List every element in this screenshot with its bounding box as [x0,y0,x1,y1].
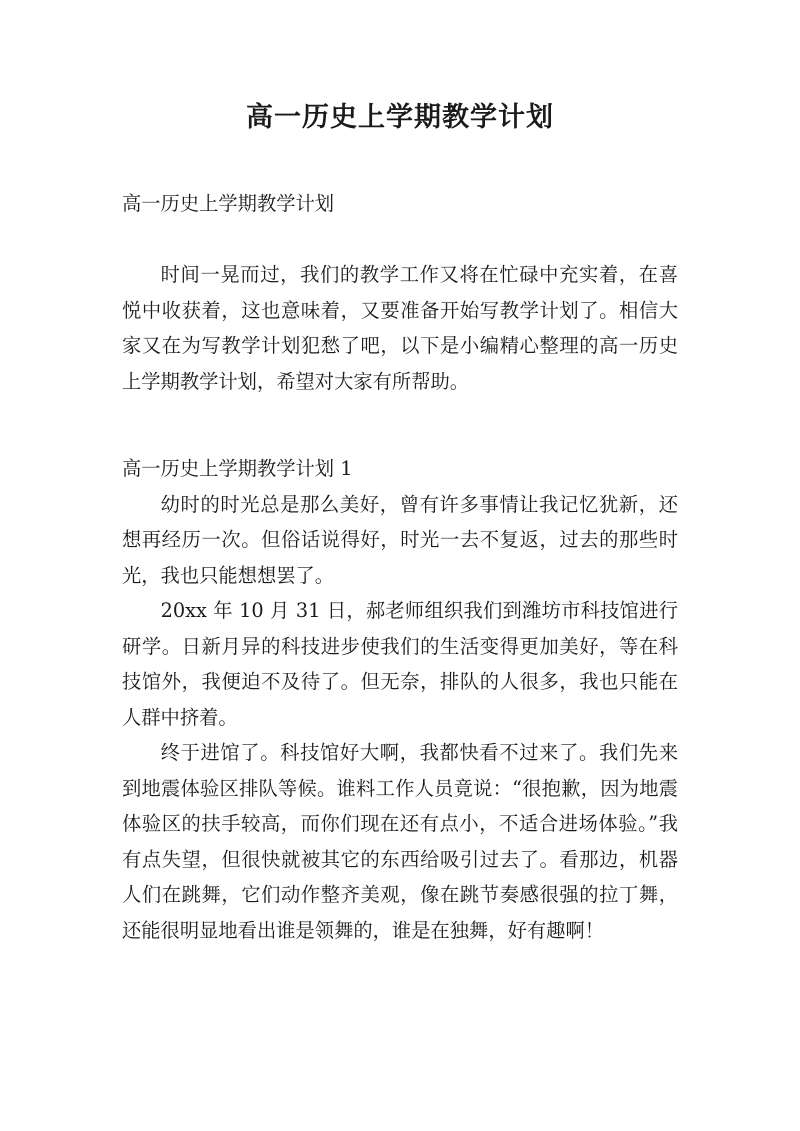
document-subtitle: 高一历史上学期教学计划 [122,192,335,215]
section-1-block [122,451,678,948]
section-1-paragraph-2: 20xx 年 10 月 31 日，郝老师组织我们到潍坊市科技馆进行研学。日新月异的科技进步使我们的生活变得更加美好，等在科技馆外，我便迫不及待了。但无奈，排队的人很多，我也只能在人群中挤着。 [122,599,678,729]
section-1-paragraph-1: 幼时的时光总是那么美好，曾有许多事情让我记忆犹新，还想再经历一次。但俗话说得好，时光一去不复返，过去的那些时光，我也只能想想罢了。 [122,492,678,587]
section-1-heading: 高一历史上学期教学计划 1 [122,457,353,480]
intro-block [122,257,678,399]
document-title: 高一历史上学期教学计划 [246,102,554,133]
section-1-paragraph-3: 终于进馆了。科技馆好大啊，我都快看不过来了。我们先来到地震体验区排队等候。谁料工作人员竟说：“很抱歉，因为地震体验区的扶手较高，而你们现在还有点小，不适合进场体验。”我有点失望，但很快就被其它的东西给吸引过去了。看那边，机器人们在跳舞，它们动作整齐美观，像在跳节奏感很强的拉丁舞，还能很明显地看出谁是领舞的，谁是在独舞，好有趣啊！ [122,741,678,942]
intro-paragraph: 时间一晃而过，我们的教学工作又将在忙碌中充实着，在喜悦中收获着，这也意味着，又要准备开始写教学计划了。相信大家又在为写教学计划犯愁了吧，以下是小编精心整理的高一历史上学期教学计划，希望对大家有所帮助。 [122,263,678,393]
